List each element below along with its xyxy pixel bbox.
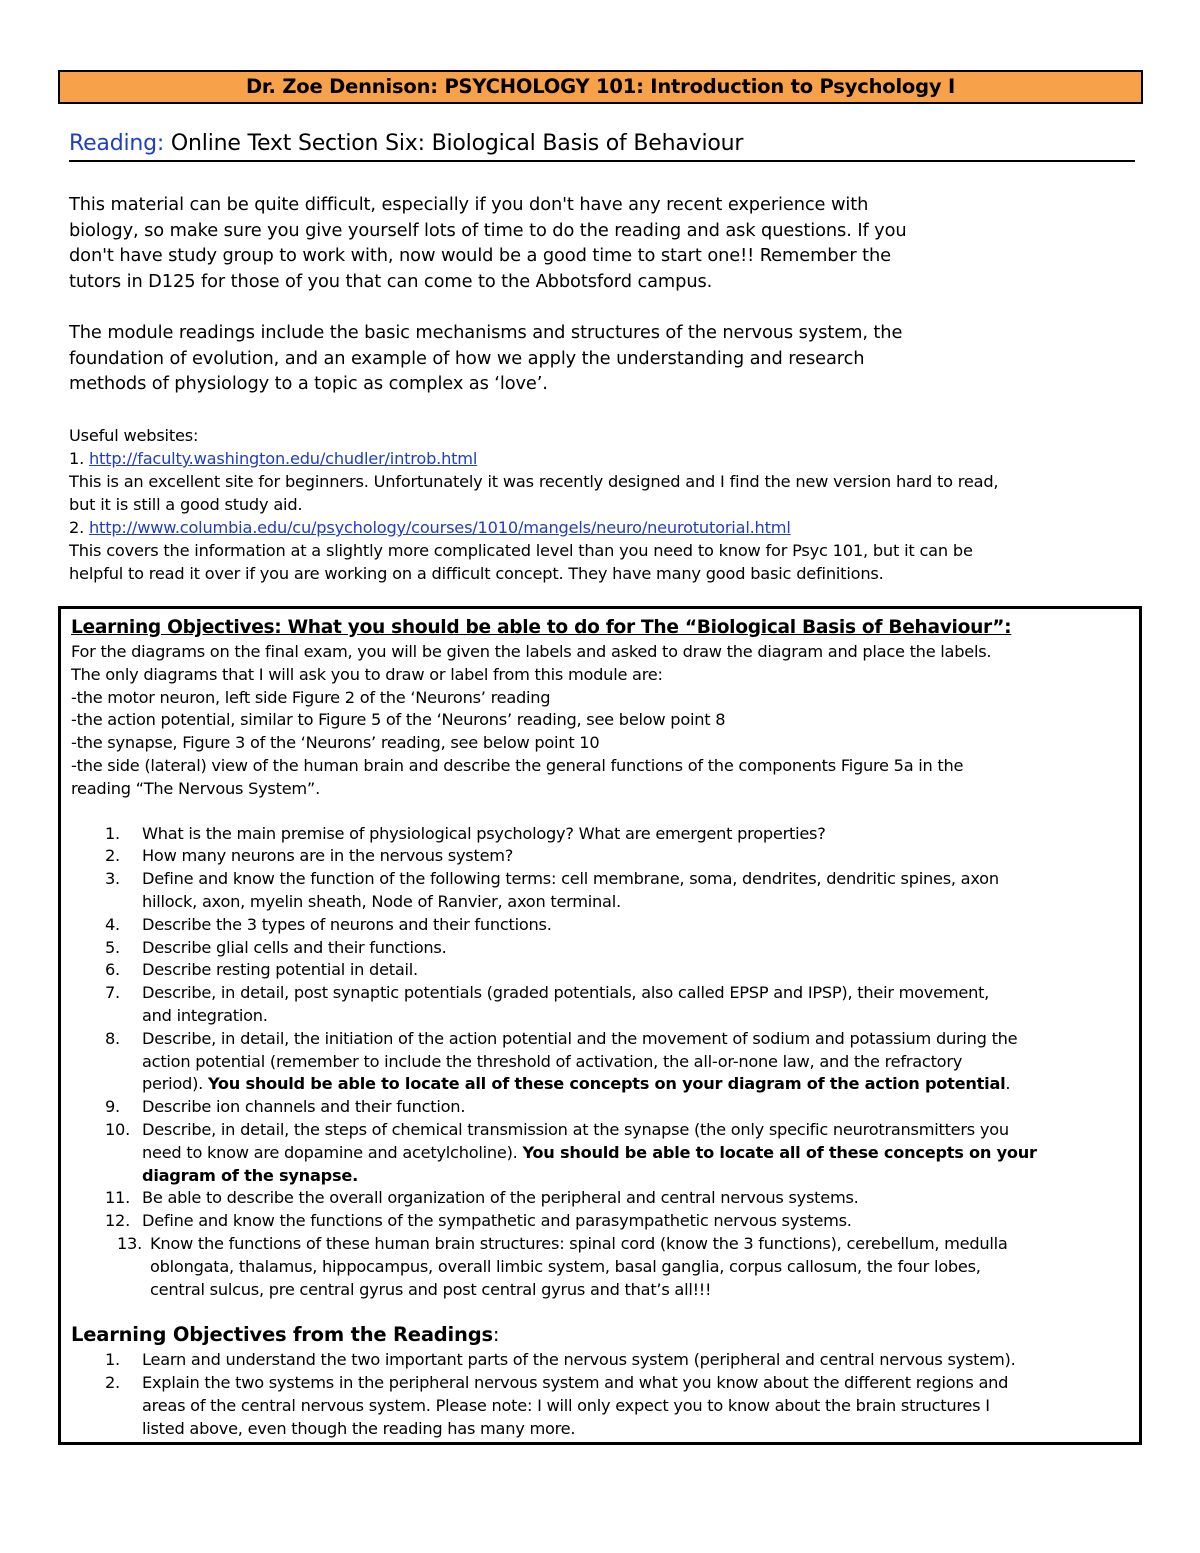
intro-paragraph-2 xyxy=(69,320,1129,397)
website-1-link[interactable]: http://faculty.washington.edu/chudler/introb.html xyxy=(89,449,478,468)
course-title: Dr. Zoe Dennison: PSYCHOLOGY 101: Introduction to Psychology I xyxy=(245,75,956,98)
item-text: central sulcus, pre central gyrus and post central gyrus and that’s all!!! xyxy=(150,1279,712,1299)
item-text: Define and know the function of the following terms: cell membrane, soma, dendrites, dendritic spines, axon xyxy=(142,869,999,889)
useful-websites xyxy=(69,424,1139,585)
list-item xyxy=(71,982,1137,1028)
item-text xyxy=(142,1073,1137,1096)
intro-line: methods of physiology to a topic as complex as ‘love’. xyxy=(69,373,548,394)
list-item xyxy=(71,1210,1137,1233)
objectives-intro-line: -the action potential, similar to Figure 5 of the ‘Neurons’ reading, see below point 8 xyxy=(71,710,726,730)
item-text-part: period). xyxy=(142,1074,208,1094)
list-item xyxy=(71,914,1137,937)
item-text-emphasis: You should be able to locate all of these concepts on your diagram of the action potential xyxy=(207,1074,1006,1094)
websites-heading: Useful websites: xyxy=(69,426,199,445)
item-text xyxy=(142,1142,1137,1165)
list-item xyxy=(71,959,1137,982)
website-2 xyxy=(69,516,1139,539)
item-number: 11. xyxy=(105,1188,130,1208)
intro-paragraph-1 xyxy=(69,192,1129,294)
intro-line: tutors in D125 for those of you that can come to the Abbotsford campus. xyxy=(69,270,713,292)
list-item xyxy=(71,868,1137,914)
list-item xyxy=(71,1372,1137,1440)
website-1-number: 1. xyxy=(69,449,89,468)
item-text: Describe, in detail, the steps of chemical transmission at the synapse (the only specific neurotransmitters you xyxy=(142,1119,1009,1139)
item-text: Describe the 3 types of neurons and their functions. xyxy=(142,914,552,934)
reading-objectives-title xyxy=(71,1321,1137,1349)
item-text: Learn and understand the two important parts of the nervous system (peripheral and central nervous system). xyxy=(142,1350,1016,1370)
list-item xyxy=(71,1096,1137,1119)
objectives-list xyxy=(71,823,1137,1302)
item-text: areas of the central nervous system. Please note: I will only expect you to know about the brain structures I xyxy=(142,1395,990,1415)
reading-label: Reading: xyxy=(69,131,165,156)
item-text: Be able to describe the overall organization of the peripheral and central nervous systems. xyxy=(142,1188,859,1208)
item-number: 2. xyxy=(105,1373,120,1393)
objectives-intro-line: reading “The Nervous System”. xyxy=(71,778,320,798)
reading-heading xyxy=(69,130,1135,162)
item-text xyxy=(142,1165,1137,1188)
item-text: hillock, axon, myelin sheath, Node of Ranvier, axon terminal. xyxy=(142,891,621,911)
website-2-description: This covers the information at a slightly more complicated level than you need to know for Psyc 101, but it can be xyxy=(69,541,973,560)
intro-line: don't have study group to work with, now would be a good time to start one!! Remember the xyxy=(69,245,891,266)
item-number: 9. xyxy=(105,1097,120,1117)
objectives-intro-line: -the side (lateral) view of the human brain and describe the general functions of the components Figure 5a in the xyxy=(71,755,964,775)
intro-line: The module readings include the basic mechanisms and structures of the nervous system, the xyxy=(69,322,903,343)
item-number: 1. xyxy=(105,823,120,843)
list-item xyxy=(71,1233,1137,1301)
objectives-intro-line: -the synapse, Figure 3 of the ‘Neurons’ reading, see below point 10 xyxy=(71,733,600,753)
course-title-banner xyxy=(58,70,1143,104)
website-1-description: This is an excellent site for beginners. Unfortunately it was recently designed and I find the new version hard to read, xyxy=(69,472,999,491)
item-text: How many neurons are in the nervous system? xyxy=(142,846,514,866)
item-number: 6. xyxy=(105,960,120,980)
item-number: 5. xyxy=(105,937,120,957)
item-number: 8. xyxy=(105,1028,120,1048)
objectives-intro-line: For the diagrams on the final exam, you will be given the labels and asked to draw the diagram and place the labels. xyxy=(71,642,992,661)
item-text: and integration. xyxy=(142,1005,268,1025)
reading-objectives-list xyxy=(71,1349,1137,1440)
website-1-description: but it is still a good study aid. xyxy=(69,495,303,514)
item-text: action potential (remember to include the threshold of activation, the all-or-none law, and the refractory xyxy=(142,1051,963,1071)
objectives-title: Learning Objectives: What you should be able to do for The “Biological Basis of Behaviour”: xyxy=(71,617,1012,638)
item-text: Describe, in detail, post synaptic potentials (graded potentials, also called EPSP and IPSP), their movement, xyxy=(142,983,990,1003)
item-text: What is the main premise of physiological psychology? What are emergent properties? xyxy=(142,823,826,843)
item-text: oblongata, thalamus, hippocampus, overall limbic system, basal ganglia, corpus callosum, the four lobes, xyxy=(150,1256,981,1276)
list-item xyxy=(71,823,1137,846)
list-item xyxy=(71,937,1137,960)
objectives-intro-line: The only diagrams that I will ask you to draw or label from this module are: xyxy=(71,664,663,684)
list-item xyxy=(71,1119,1137,1187)
item-number: 3. xyxy=(105,869,120,889)
intro-line: foundation of evolution, and an example of how we apply the understanding and research xyxy=(69,347,865,369)
list-item xyxy=(71,1187,1137,1210)
item-number: 4. xyxy=(105,914,120,934)
objectives-intro-line: -the motor neuron, left side Figure 2 of the ‘Neurons’ reading xyxy=(71,687,551,707)
learning-objectives-box xyxy=(58,606,1142,1445)
item-text: Describe resting potential in detail. xyxy=(142,960,418,980)
reading-title: Online Text Section Six: Biological Basis of Behaviour xyxy=(164,131,744,156)
item-text-emphasis: You should be able to locate all of these concepts on your xyxy=(522,1142,1037,1162)
reading-objectives-colon: : xyxy=(492,1323,500,1347)
intro-line: This material can be quite difficult, especially if you don't have any recent experience with xyxy=(69,194,869,215)
list-item xyxy=(71,1349,1137,1372)
item-text: Describe ion channels and their function. xyxy=(142,1097,466,1117)
list-item xyxy=(71,1028,1137,1096)
item-text: Describe glial cells and their functions. xyxy=(142,937,447,957)
item-text-part: . xyxy=(1005,1074,1011,1094)
item-number: 13. xyxy=(117,1233,142,1253)
website-2-description: helpful to read it over if you are working on a difficult concept. They have many good basic definitions. xyxy=(69,564,884,583)
item-text-part: need to know are dopamine and acetylcholine). xyxy=(142,1142,523,1162)
website-2-number: 2. xyxy=(69,518,89,537)
item-number: 1. xyxy=(105,1350,120,1370)
item-number: 2. xyxy=(105,846,120,866)
item-text: listed above, even though the reading has many more. xyxy=(142,1418,576,1438)
item-number: 7. xyxy=(105,983,120,1003)
intro-line: biology, so make sure you give yourself lots of time to do the reading and ask questions. If you xyxy=(69,219,907,241)
item-text: Know the functions of these human brain structures: spinal cord (know the 3 functions), cerebellum, medulla xyxy=(150,1233,1008,1253)
reading-objectives-title-text: Learning Objectives from the Readings xyxy=(71,1323,493,1347)
item-number: 10. xyxy=(105,1119,130,1139)
list-item xyxy=(71,845,1137,868)
item-text-emphasis: diagram of the synapse. xyxy=(142,1165,358,1185)
item-text: Describe, in detail, the initiation of the action potential and the movement of sodium and potassium during the xyxy=(142,1028,1018,1048)
website-1 xyxy=(69,447,1139,470)
item-text: Define and know the functions of the sympathetic and parasympathetic nervous systems. xyxy=(142,1211,852,1231)
website-2-link[interactable]: http://www.columbia.edu/cu/psychology/courses/1010/mangels/neuro/neurotutorial.html xyxy=(89,518,791,537)
item-text: Explain the two systems in the peripheral nervous system and what you know about the different regions and xyxy=(142,1373,1009,1393)
item-number: 12. xyxy=(105,1211,130,1231)
